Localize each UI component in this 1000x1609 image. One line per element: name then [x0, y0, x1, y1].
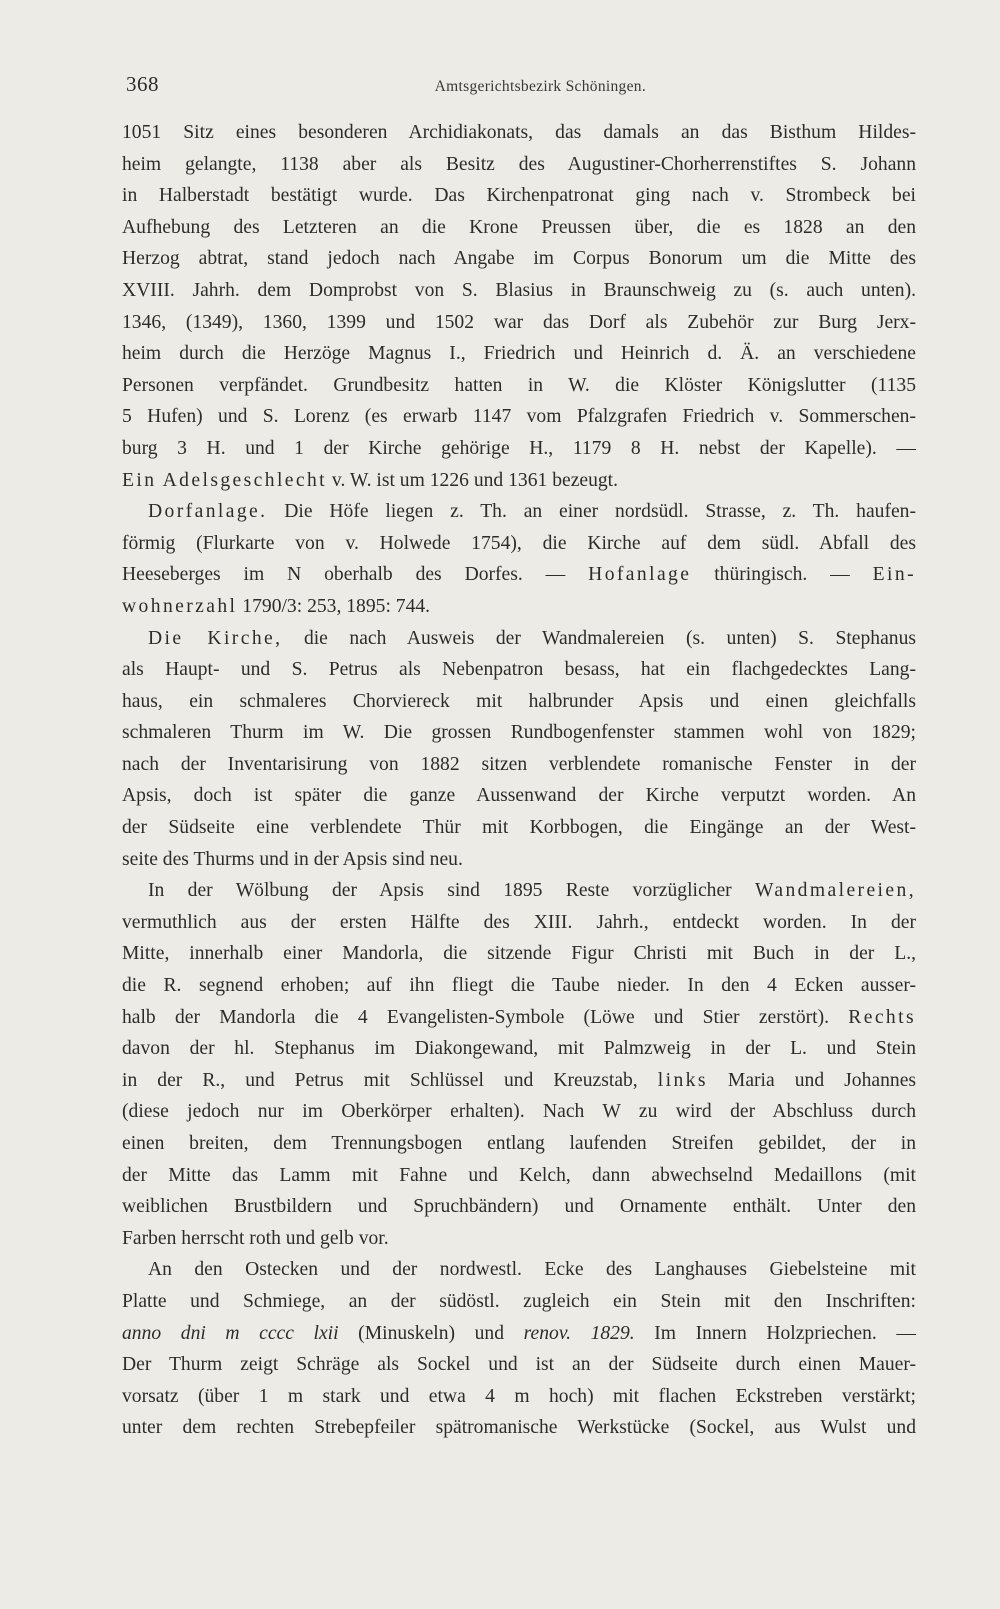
text-run: in der R., und Petrus mit Schlüssel und Kreuzstab, — [122, 1069, 658, 1091]
italic-text: renov. 1829. — [523, 1322, 635, 1344]
text-run: förmig (Flurkarte von v. Holwede 1754), die Kirche auf dem südl. Abfall des — [122, 532, 916, 554]
text-run: Farben herrscht roth und gelb vor. — [122, 1227, 389, 1249]
spaced-term: Hofanlage — [588, 564, 692, 586]
text-run: seite des Thurms und in der Apsis sind neu. — [122, 848, 463, 870]
text-line — [122, 623, 916, 655]
text-line — [122, 1286, 916, 1318]
text-run: Die Höfe liegen z. Th. an einer nordsüdl. Strasse, z. Th. haufen- — [267, 501, 916, 523]
text-run: 5 Hufen) und S. Lorenz (es erwarb 1147 vom Pfalzgrafen Friedrich v. Sommerschen- — [122, 406, 916, 428]
text-line — [122, 559, 916, 591]
text-run: 1346, (1349), 1360, 1399 und 1502 war das Dorf als Zubehör zur Burg Jerx- — [122, 311, 916, 333]
text-run: heim gelangte, 1138 aber als Besitz des Augustiner-Chorherrenstiftes S. Johann — [122, 153, 916, 175]
text-run: Der Thurm zeigt Schräge als Sockel und ist an der Südseite durch einen Mauer- — [122, 1354, 916, 1376]
text-run: (Minuskeln) und — [338, 1322, 524, 1344]
text-run: thüringisch. — — [691, 564, 873, 586]
text-run: nach der Inventarisirung von 1882 sitzen verblendete romanische Fenster in der — [122, 753, 916, 775]
spaced-term: Die Kirche, — [148, 627, 283, 649]
text-line — [122, 1254, 916, 1286]
text-line — [122, 875, 916, 907]
text-line — [122, 717, 916, 749]
text-line — [122, 528, 916, 560]
text-run: als Haupt- und S. Petrus als Nebenpatron besass, hat ein flachgedecktes Lang- — [122, 659, 916, 681]
text-line — [122, 117, 916, 149]
text-run: 1790/3: 253, 1895: 744. — [237, 595, 431, 617]
text-line — [122, 938, 916, 970]
text-run: Im Innern Holzpriechen. — — [634, 1322, 916, 1344]
text-line — [122, 1191, 916, 1223]
text-line — [122, 180, 916, 212]
text-run: davon der hl. Stephanus im Diakongewand, mit Palmzweig in der L. und Stein — [122, 1038, 916, 1060]
text-line — [122, 212, 916, 244]
text-line — [122, 686, 916, 718]
text-line — [122, 401, 916, 433]
text-run: halb der Mandorla die 4 Evangelisten-Symbole (Löwe und Stier zerstört). — [122, 1006, 849, 1028]
text-line — [122, 1002, 916, 1034]
text-line — [122, 433, 916, 465]
text-run: in Halberstadt bestätigt wurde. Das Kirchenpatronat ging nach v. Strombeck bei — [122, 185, 916, 207]
text-run: In der Wölbung der Apsis sind 1895 Reste vorzüglicher — [148, 880, 756, 902]
italic-text: anno dni m cccc lxii — [122, 1322, 339, 1344]
text-line — [122, 1412, 916, 1444]
text-run: die R. segnend erhoben; auf ihn fliegt die Taube nieder. In den 4 Ecken ausser- — [122, 975, 916, 997]
text-line — [122, 338, 916, 370]
body-text — [122, 117, 916, 1444]
text-run: vermuthlich aus der ersten Hälfte des XIII. Jahrh., entdeckt worden. In der — [122, 911, 916, 933]
text-run: An den Ostecken und der nordwestl. Ecke des Langhauses Giebelsteine mit — [148, 1259, 916, 1281]
text-run: die nach Ausweis der Wandmalereien (s. unten) S. Stephanus — [282, 627, 916, 649]
text-run: heim durch die Herzöge Magnus I., Friedrich und Heinrich d. Ä. an verschiedene — [122, 343, 916, 365]
text-line — [122, 591, 916, 623]
text-line — [122, 812, 916, 844]
spaced-term: Wandmalereien, — [755, 880, 916, 902]
text-line — [122, 780, 916, 812]
spaced-term: Dorfanlage. — [148, 501, 268, 523]
text-line — [122, 1381, 916, 1413]
text-run: Platte und Schmiege, an der südöstl. zugleich ein Stein mit den Inschriften: — [122, 1290, 916, 1312]
text-run: Aufhebung des Letzteren an die Krone Preussen über, die es 1828 an den — [122, 216, 916, 238]
text-run: unter dem rechten Strebepfeiler spätromanische Werkstücke (Sockel, aus Wulst und — [122, 1417, 916, 1439]
text-run: schmaleren Thurm im W. Die grossen Rundbogenfenster stammen wohl von 1829; — [122, 722, 916, 744]
text-run: (diese jedoch nur im Oberkörper erhalten). Nach W zu wird der Abschluss durch — [122, 1101, 916, 1123]
text-line — [122, 1128, 916, 1160]
text-line — [122, 243, 916, 275]
text-run: Mitte, innerhalb einer Mandorla, die sitzende Figur Christi mit Buch in der L., — [122, 943, 916, 965]
text-line — [122, 1096, 916, 1128]
text-line — [122, 149, 916, 181]
text-line — [122, 1318, 916, 1350]
text-run: der Südseite eine verblendete Thür mit Korbbogen, die Eingänge an der West- — [122, 817, 916, 839]
text-run: Maria und Johannes — [707, 1069, 917, 1091]
text-line — [122, 654, 916, 686]
text-line — [122, 1223, 916, 1255]
text-run: einen breiten, dem Trennungsbogen entlang laufenden Streifen gebildet, der in — [122, 1133, 916, 1154]
text-line — [122, 275, 916, 307]
text-run: vorsatz (über 1 m stark und etwa 4 m hoch) mit flachen Eckstreben verstärkt; — [122, 1385, 916, 1407]
text-line — [122, 749, 916, 781]
spaced-term: Ein Adelsgeschlecht — [122, 469, 328, 491]
spaced-term: Rechts — [848, 1006, 916, 1028]
text-line — [122, 1160, 916, 1192]
text-line — [122, 370, 916, 402]
text-line — [122, 907, 916, 939]
page-number: 368 — [126, 72, 159, 96]
text-run: Herzog abtrat, stand jedoch nach Angabe im Corpus Bonorum um die Mitte des — [122, 248, 916, 270]
text-run: Personen verpfändet. Grundbesitz hatten in W. die Klöster Königslutter (1135 — [122, 374, 916, 396]
text-run: Heeseberges im N oberhalb des Dorfes. — — [122, 564, 589, 586]
spaced-term: wohnerzahl — [122, 595, 238, 617]
text-line — [122, 844, 916, 876]
text-line — [122, 1349, 916, 1381]
running-title: Amtsgerichtsbezirk Schöningen. — [434, 78, 646, 95]
text-run: XVIII. Jahrh. dem Domprobst von S. Blasius in Braunschweig zu (s. auch unten). — [122, 279, 916, 301]
text-line — [122, 1033, 916, 1065]
text-line — [122, 465, 916, 497]
page-header — [126, 72, 646, 97]
text-run: der Mitte das Lamm mit Fahne und Kelch, dann abwechselnd Medaillons (mit — [122, 1164, 916, 1186]
spaced-term: Ein- — [872, 564, 916, 586]
spaced-term: links — [657, 1069, 708, 1091]
text-run: haus, ein schmaleres Chorviereck mit halbrunder Apsis und einen gleichfalls — [122, 690, 916, 712]
text-run: burg 3 H. und 1 der Kirche gehörige H., 1179 8 H. nebst der Kapelle). — — [122, 437, 916, 459]
text-run: 1051 Sitz eines besonderen Archidiakonats, das damals an das Bisthum Hildes- — [122, 122, 916, 143]
text-line — [122, 307, 916, 339]
text-line — [122, 970, 916, 1002]
text-run: Apsis, doch ist später die ganze Aussenwand der Kirche verputzt worden. An — [122, 785, 916, 807]
text-line — [122, 1065, 916, 1097]
text-run: weiblichen Brustbildern und Spruchbändern) und Ornamente enthält. Unter den — [122, 1196, 916, 1218]
text-line — [122, 496, 916, 528]
text-run: v. W. ist um 1226 und 1361 bezeugt. — [327, 469, 619, 491]
